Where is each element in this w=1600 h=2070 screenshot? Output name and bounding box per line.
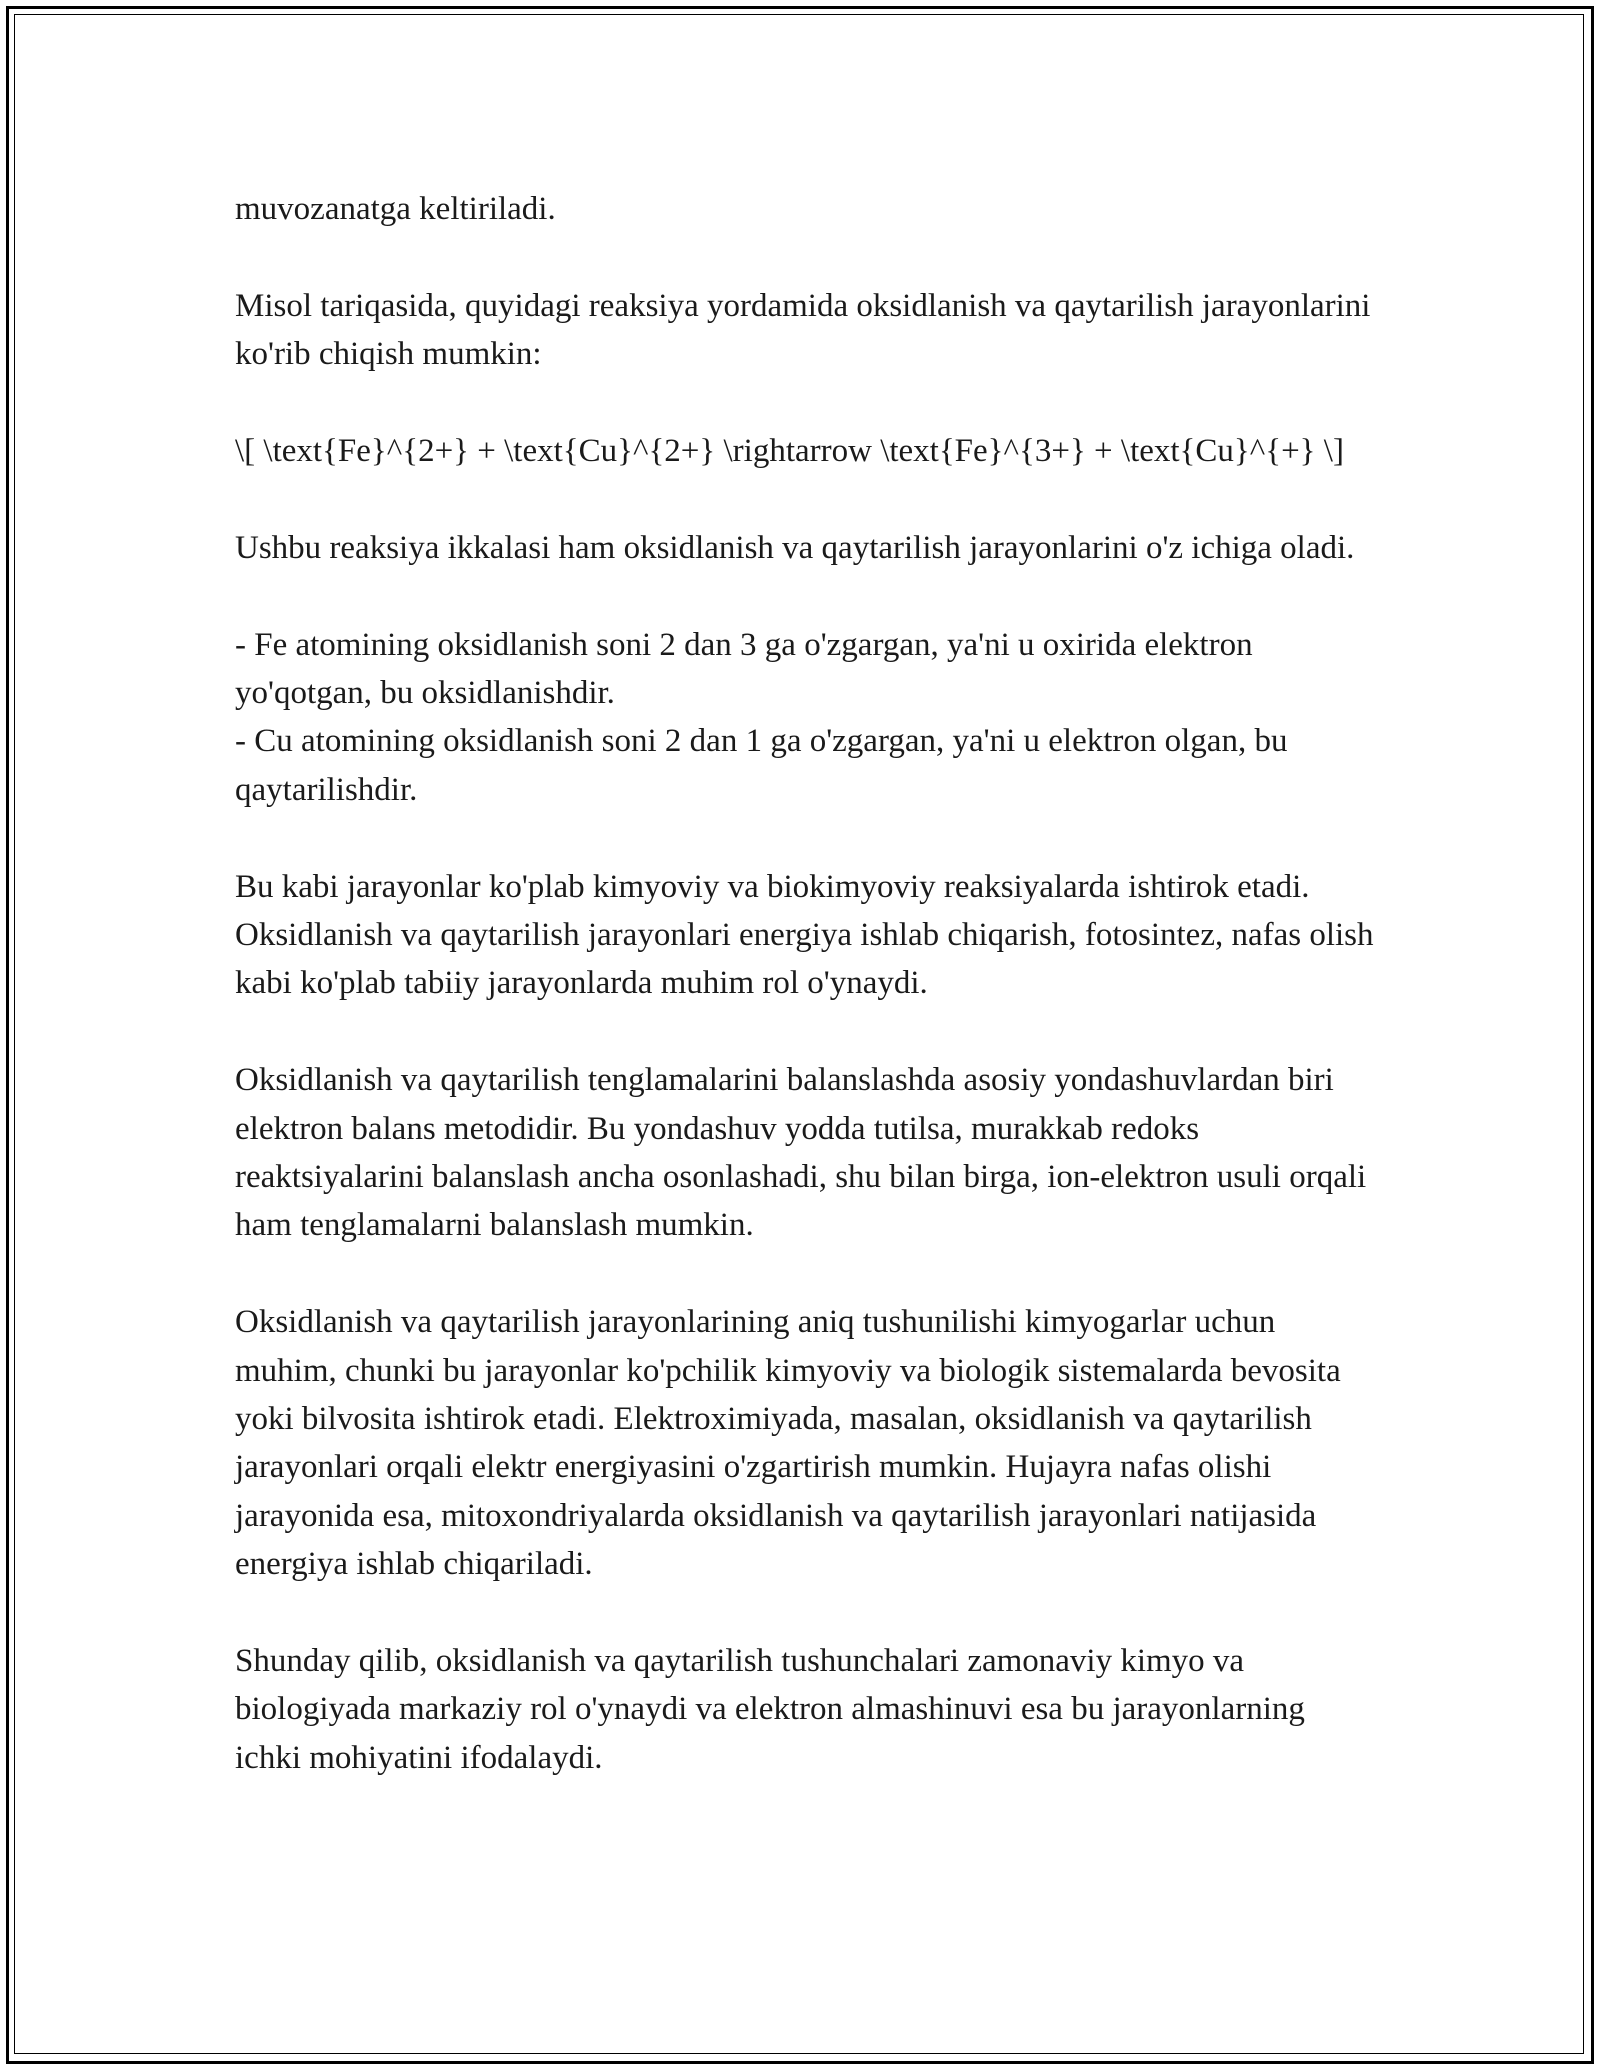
document-body: [235, 185, 1375, 1782]
paragraph-example-intro: Misol tariqasida, quyidagi reaksiya yordamida oksidlanish va qaytarilish jarayonlarini ko'rib chiqish mumkin:: [235, 287, 1371, 373]
paragraph-continuation: muvozanatga keltiriladi.: [235, 191, 556, 227]
paragraph-conclusion: Shunday qilib, oksidlanish va qaytarilish tushunchalari zamonaviy kimyo va biologiyada markaziy rol o'ynaydi va elektron almashinuvi esa bu jarayonlarning ichki mohiyatini ifodalaydi.: [235, 1643, 1305, 1776]
bullet-list: - Fe atomining oksidlanish soni 2 dan 3 ga o'zgargan, ya'ni u oxirida elektron yo'qotgan, bu oksidlanishdir. - Cu atomining oksidlanish soni 2 dan 1 ga o'zgargan, ya'ni u elektron olgan, bu qaytarilishdir.: [235, 626, 1288, 808]
paragraph-processes: Bu kabi jarayonlar ko'plab kimyoviy va biokimyoviy reaksiyalarda ishtirok etadi. Oksidlanish va qaytarilish jarayonlari energiya ishlab chiqarish, fotosintez, nafas olish kabi ko'plab tabiiy jarayonlarda muhim rol o'ynaydi.: [235, 868, 1374, 1002]
paragraph-importance: Oksidlanish va qaytarilish jarayonlarining aniq tushunilishi kimyogarlar uchun muhim, chunki bu jarayonlar ko'pchilik kimyoviy va biologik sistemalarda bevosita yoki bilvosita ishtirok etadi. Elektroximiyada, masalan, oksidlanish va qaytarilish jarayonlari orqali elektr energiyasini o'zgartirish mumkin. Hujayra nafas olishi jarayonida esa, mitoxondriyalarda oksidlanish va qaytarilish jarayonlari natijasida energiya ishlab chiqariladi.: [235, 1304, 1341, 1583]
paragraph-equation: \[ \text{Fe}^{2+} + \text{Cu}^{2+} \rightarrow \text{Fe}^{3+} + \text{Cu}^{+} \]: [235, 433, 1344, 469]
paragraph-reaction-note: Ushbu reaksiya ikkalasi ham oksidlanish va qaytarilish jarayonlarini o'z ichiga oladi.: [235, 529, 1355, 566]
paragraph-balancing: Oksidlanish va qaytarilish tenglamalarini balanslashda asosiy yondashuvlardan biri elektron balans metodidir. Bu yondashuv yodda tutilsa, murakkab redoks reaktsiyalarini balanslash ancha osonlashadi, shu bilan birga, ion-elektron usuli orqali ham tenglamalarni balanslash mumkin.: [235, 1062, 1367, 1244]
